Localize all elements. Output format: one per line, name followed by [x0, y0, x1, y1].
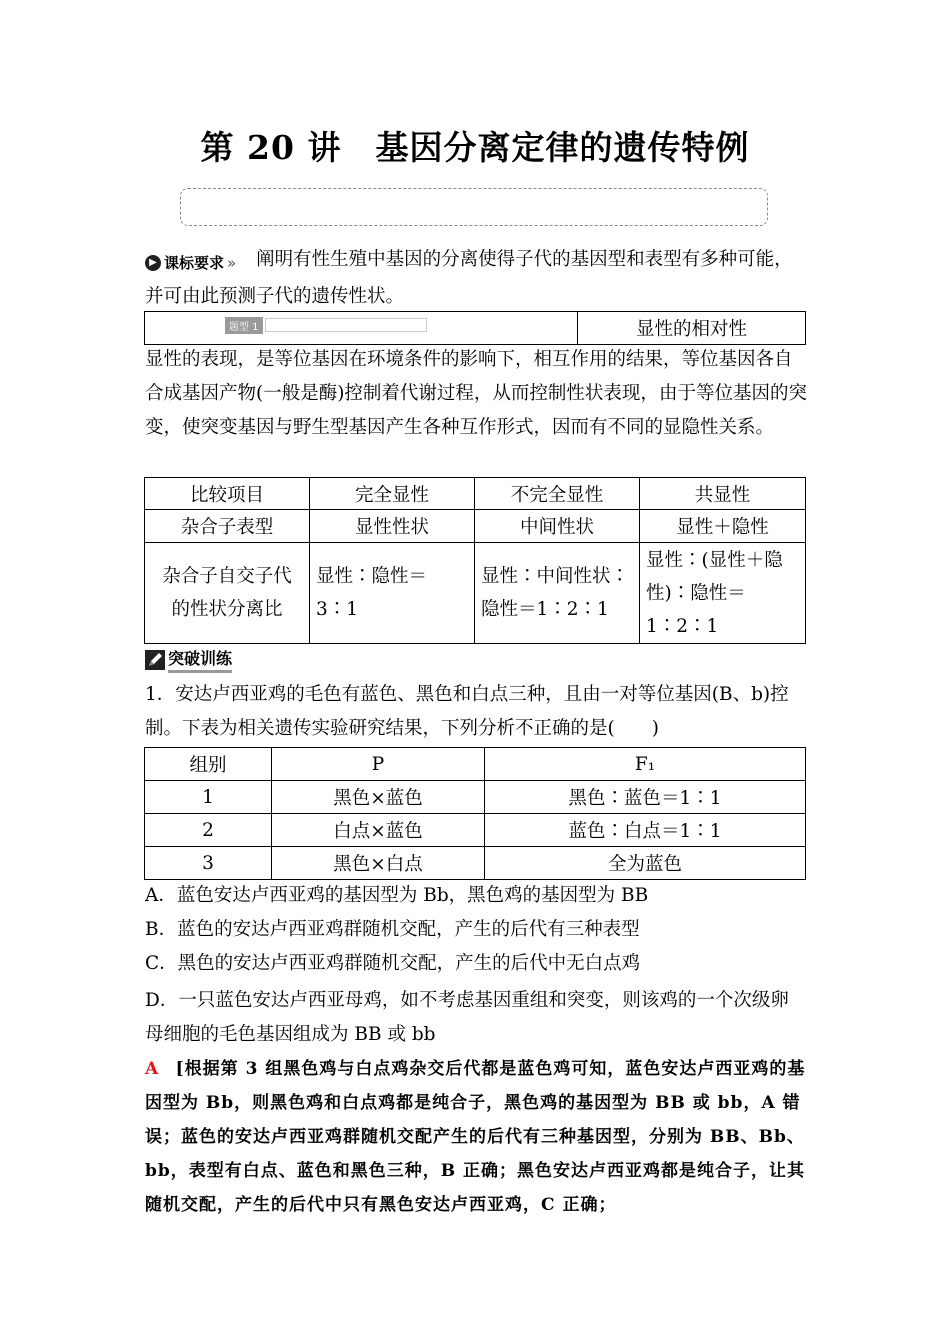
comparison-table — [144, 477, 806, 644]
intro-paragraph: 显性的表现，是等位基因在环境条件的影响下，相互作用的结果，等位基因各自合成基因产物(一般是酶)控制着代谢过程，从而控制性状表现，由于等位基因的突变，使突变基因与野生型基因产生各种互作形式，因而有不同的显隐性关系。 — [145, 349, 807, 438]
option-c: C．黑色的安达卢西亚鸡群随机交配，产生的后代中无白点鸡 — [145, 953, 641, 974]
requirement-badge-label: 课标要求 — [164, 253, 225, 272]
table-cell: 显性∶隐性＝3∶1 — [310, 543, 475, 644]
option-a: A．蓝色安达卢西亚鸡的基因型为 Bb，黑色鸡的基因型为 BB — [145, 885, 649, 906]
table-row — [145, 781, 806, 814]
page-title: 第 20 讲 基因分离定律的遗传特例 — [200, 128, 750, 167]
table-cell: 中间性状 — [475, 510, 640, 543]
topic-header-table — [144, 311, 806, 345]
dashed-frame — [180, 188, 768, 226]
table-cell: 显性性状 — [310, 510, 475, 543]
table-cell: 全为蓝色 — [485, 847, 806, 880]
answer-explanation — [145, 1052, 807, 1222]
table-cell: 显性∶(显性＋隐性)∶隐性＝1∶2∶1 — [640, 543, 806, 644]
table-cell: P — [272, 748, 485, 781]
table-cell: 共显性 — [640, 478, 806, 510]
table-cell: 2 — [145, 814, 272, 847]
table-cell: 比较项目 — [145, 478, 310, 510]
table-cell: 黑色∶蓝色＝1∶1 — [485, 781, 806, 814]
table-row — [145, 748, 806, 781]
pencil-icon — [145, 650, 165, 670]
table-cell: 杂合子自交子代的性状分离比 — [145, 543, 310, 644]
topic-tag: 题型 1 — [225, 317, 263, 334]
requirement-text: 阐明有性生殖中基因的分离使得子代的基因型和表型有多种可能，并可由此预测子代的遗传性状。 — [145, 249, 793, 307]
table-cell: 杂合子表型 — [145, 510, 310, 543]
table-cell: 组别 — [145, 748, 272, 781]
table-cell: 白点×蓝色 — [272, 814, 485, 847]
table-cell: 黑色×蓝色 — [272, 781, 485, 814]
answer-letter: A — [145, 1059, 160, 1079]
table-row — [145, 814, 806, 847]
table-row — [145, 543, 806, 644]
table-cell: 显性＋隐性 — [640, 510, 806, 543]
play-icon: ▶ — [145, 255, 161, 271]
table-cell: 1 — [145, 781, 272, 814]
requirement-badge — [145, 247, 236, 280]
table-cell: F₁ — [485, 748, 806, 781]
practice-badge-label: 突破训练 — [168, 646, 232, 673]
question-stem: 1．安达卢西亚鸡的毛色有蓝色、黑色和白点三种，且由一对等位基因(B、b)控制。下表为相关遗传实验研究结果，下列分析不正确的是( ) — [145, 684, 789, 739]
table-cell: 蓝色∶白点＝1∶1 — [485, 814, 806, 847]
table-cell: 完全显性 — [310, 478, 475, 510]
table-row — [145, 510, 806, 543]
answer-text: [根据第 3 组黑色鸡与白点鸡杂交后代都是蓝色鸡可知，蓝色安达卢西亚鸡的基因型为 Bb，则黑色鸡和白点鸡都是纯合子，黑色鸡的基因型为 BB 或 bb，A 错误；蓝色的安达卢西亚鸡群随机交配产生的后代有三种基因型，分别为 BB、Bb、bb，表型有白点、蓝色和黑色三种，B 正确；黑色安达卢西亚鸡都是纯合子，让其随机交配，产生的后代中只有黑色安达卢西亚鸡，C 正确； — [145, 1059, 806, 1215]
requirement-paragraph — [145, 243, 807, 313]
topic-tag-cell — [145, 312, 578, 345]
topic-heading: 显性的相对性 — [578, 312, 806, 345]
table-row — [145, 478, 806, 510]
table-cell: 3 — [145, 847, 272, 880]
practice-badge — [145, 646, 232, 673]
table-cell: 显性∶中间性状∶隐性＝1∶2∶1 — [475, 543, 640, 644]
experiment-table — [144, 747, 806, 880]
double-chevron-icon: » — [227, 253, 237, 272]
topic-tag-bar — [265, 318, 427, 332]
table-cell: 不完全显性 — [475, 478, 640, 510]
option-d: D．一只蓝色安达卢西亚母鸡，如不考虑基因重组和突变，则该鸡的一个次级卵母细胞的毛色基因组成为 BB 或 bb — [145, 990, 789, 1045]
table-row — [145, 847, 806, 880]
table-cell: 黑色×白点 — [272, 847, 485, 880]
option-b: B．蓝色的安达卢西亚鸡群随机交配，产生的后代有三种表型 — [145, 919, 640, 940]
